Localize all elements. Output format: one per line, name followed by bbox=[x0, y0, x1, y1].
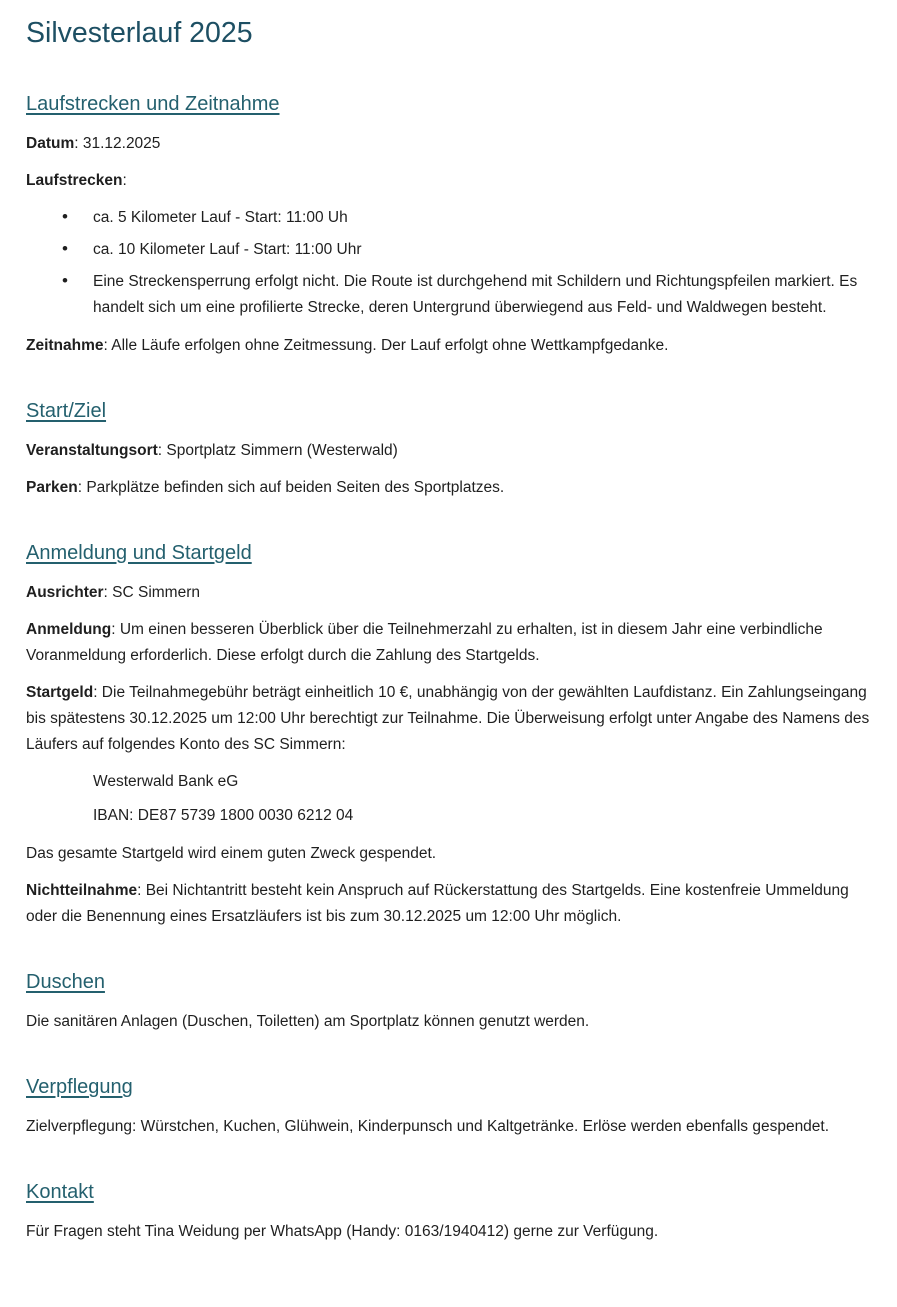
label-veranstaltungsort: Veranstaltungsort bbox=[26, 442, 158, 459]
section-kontakt bbox=[26, 1180, 871, 1245]
bank-name-line: Westerwald Bank eG bbox=[93, 773, 239, 790]
paragraph-verpflegung: Zielverpflegung: Würstchen, Kuchen, Glühwein, Kinderpunsch und Kaltgetränke. Erlöse werden ebenfalls gespendet. bbox=[26, 1118, 830, 1135]
list-item-text: Eine Streckensperrung erfolgt nicht. Die Route ist durchgehend mit Schildern und Richtungspfeilen markiert. Es handelt sich um eine profilierte Strecke, deren Untergrund überwiegend aus Feld- und Waldwegen besteht. bbox=[93, 273, 858, 316]
label-datum: Datum bbox=[26, 135, 75, 152]
list-item bbox=[26, 269, 871, 321]
label-anmeldung: Anmeldung bbox=[26, 621, 112, 638]
text-parken: : Parkplätze befinden sich auf beiden Seiten des Sportplatzes. bbox=[77, 479, 505, 496]
section-heading-startziel: Start/Ziel bbox=[26, 400, 107, 422]
list-item bbox=[26, 237, 871, 263]
label-nichtteilnahme: Nichtteilnahme bbox=[26, 882, 138, 899]
section-heading-duschen: Duschen bbox=[26, 971, 105, 993]
text-veranstaltungsort: : Sportplatz Simmern (Westerwald) bbox=[157, 442, 398, 459]
section-heading-verpflegung: Verpflegung bbox=[26, 1076, 133, 1098]
paragraph-spende: Das gesamte Startgeld wird einem guten Zweck gespendet. bbox=[26, 845, 437, 862]
paragraph-ausrichter bbox=[26, 580, 871, 606]
section-duschen bbox=[26, 970, 871, 1035]
laufstrecken-bullet-list bbox=[26, 205, 871, 321]
section-heading-kontakt: Kontakt bbox=[26, 1181, 94, 1203]
page-title: Silvesterlauf 2025 bbox=[26, 17, 253, 49]
text-laufstrecken: : bbox=[122, 172, 127, 189]
text-datum: : 31.12.2025 bbox=[74, 135, 161, 152]
paragraph-kontakt: Für Fragen steht Tina Weidung per WhatsApp (Handy: 0163/1940412) gerne zur Verfügung. bbox=[26, 1223, 659, 1240]
label-laufstrecken: Laufstrecken bbox=[26, 172, 123, 189]
paragraph-veranstaltungsort bbox=[26, 438, 871, 464]
section-heading-laufstrecken: Laufstrecken und Zeitnahme bbox=[26, 93, 280, 115]
list-item bbox=[26, 205, 871, 231]
paragraph-nichtteilnahme bbox=[26, 878, 871, 930]
text-anmeldung: : Um einen besseren Überblick über die Teilnehmerzahl zu erhalten, ist in diesem Jahr eine verbindliche Voranmeldung erforderlich. Diese erfolgt durch die Zahlung des Startgelds. bbox=[26, 621, 823, 664]
paragraph-startgeld bbox=[26, 680, 871, 758]
section-heading-anmeldung: Anmeldung und Startgeld bbox=[26, 542, 252, 564]
section-startziel bbox=[26, 399, 871, 501]
list-item-text: ca. 5 Kilometer Lauf - Start: 11:00 Uh bbox=[93, 209, 348, 226]
bank-iban-line: IBAN: DE87 5739 1800 0030 6212 04 bbox=[93, 807, 354, 824]
label-zeitnahme: Zeitnahme bbox=[26, 337, 104, 354]
paragraph-laufstrecken bbox=[26, 168, 871, 194]
label-parken: Parken bbox=[26, 479, 78, 496]
paragraph-anmeldung bbox=[26, 617, 871, 669]
text-startgeld: : Die Teilnahmegebühr beträgt einheitlich 10 €, unabhängig von der gewählten Laufdistanz. Ein Zahlungseingang bis spätestens 30.12.2025 um 12:00 Uhr berechtigt zur Teilnahme. Die Überweisung erfolgt unter Angabe des Namens des Läufers auf folgendes Konto des SC Simmern: bbox=[26, 684, 870, 753]
paragraph-duschen: Die sanitären Anlagen (Duschen, Toiletten) am Sportplatz können genutzt werden. bbox=[26, 1013, 590, 1030]
paragraph-zeitnahme bbox=[26, 333, 871, 359]
text-ausrichter: : SC Simmern bbox=[103, 584, 200, 601]
text-nichtteilnahme: : Bei Nichtantritt besteht kein Anspruch auf Rückerstattung des Startgelds. Eine kostenfreie Ummeldung oder die Benennung eines Ersatzläufers ist bis zum 30.12.2025 um 12:00 Uhr möglich. bbox=[26, 882, 849, 925]
section-anmeldung bbox=[26, 541, 871, 930]
section-verpflegung bbox=[26, 1075, 871, 1140]
section-laufstrecken bbox=[26, 92, 871, 359]
list-item-text: ca. 10 Kilometer Lauf - Start: 11:00 Uhr bbox=[93, 241, 362, 258]
paragraph-datum bbox=[26, 131, 871, 157]
label-ausrichter: Ausrichter bbox=[26, 584, 104, 601]
text-zeitnahme: : Alle Läufe erfolgen ohne Zeitmessung. Der Lauf erfolgt ohne Wettkampfgedanke. bbox=[103, 337, 669, 354]
paragraph-parken bbox=[26, 475, 871, 501]
label-startgeld: Startgeld bbox=[26, 684, 94, 701]
